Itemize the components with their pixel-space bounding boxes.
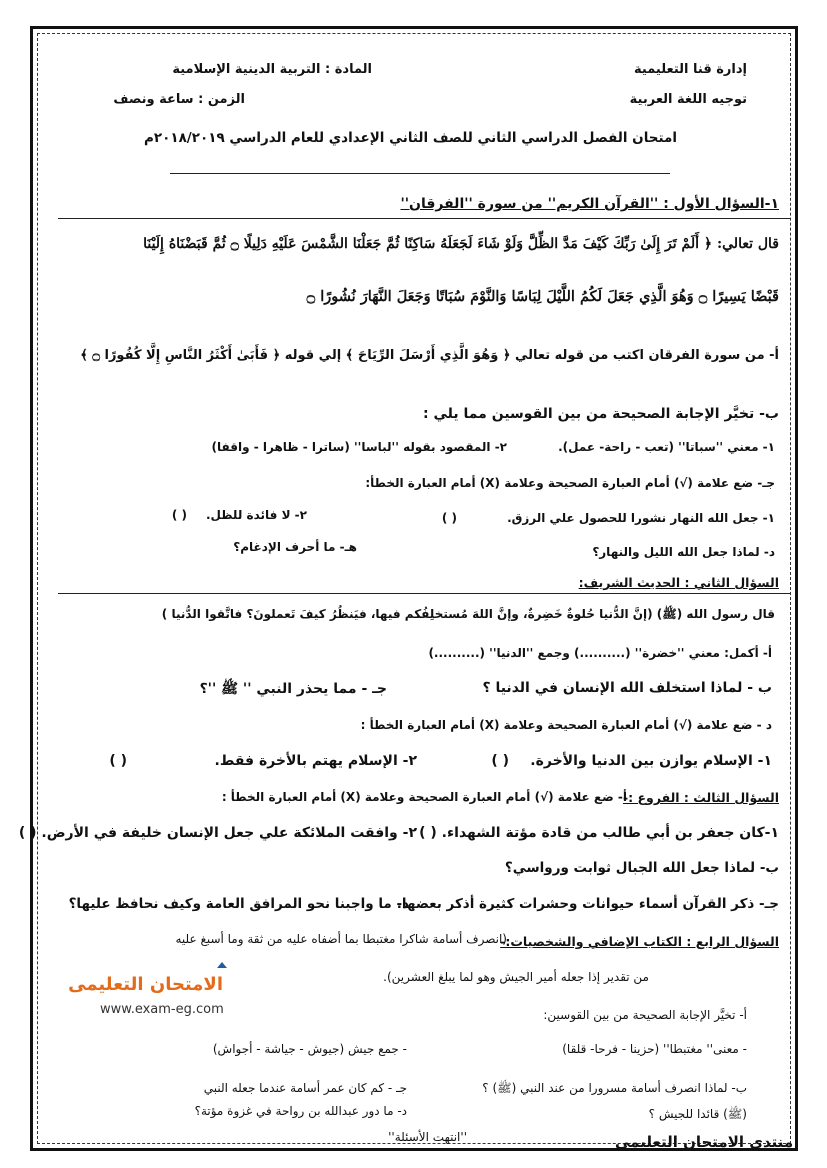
q1-b2: ٢- المقصود بقوله ''لباسا'' (ساترا - ظاهرا - واقفا) [211, 440, 507, 454]
header-subject: المادة : التربية الدينية الإسلامية [172, 62, 372, 77]
q1-c2: ٢- لا فائدة للظل. [205, 508, 307, 522]
q2-d: د - ضع علامة (√) أمام العبارة الصحيحة وعلامة (X) أمام العبارة الخطأ : [360, 718, 772, 732]
q1-ayah-line1: قال تعالي: ﴿ أَلَمْ تَرَ إِلَىٰ رَبِّكَ كَيْفَ مَدَّ الظِّلَّ وَلَوْ شَاءَ لَجَعَلَهُ سَاكِنًا ثُمَّ جَعَلْنَا الشَّمْسَ عَلَيْهِ دَلِيلًا ۝ ثُمَّ قَبَضْنَاهُ إِلَيْنَا [143, 236, 779, 252]
q1-c1: ١- جعل الله النهار نشورا للحصول علي الرزق. [507, 511, 775, 525]
q1-title: ١-السؤال الأول : ''القرآن الكريم'' من سورة ''الفرقان'' [400, 196, 779, 212]
q4-b: ب- لماذا انصرف أسامة مسرورا من عند النبي (ﷺ) ؟ [482, 1081, 747, 1095]
q4-a2: - جمع جيش (جيوش - جياشة - أجواش) [212, 1042, 407, 1056]
q1-b1: ١- معني ''سباتا'' (تعب - راحة- عمل). [558, 440, 775, 454]
header-dept: توجيه اللغة العربية [629, 92, 747, 107]
q4-end: ''انتهت الأسئلة'' [388, 1130, 467, 1144]
q3-title: السؤال الثالث : الفروع :- [622, 790, 779, 805]
logo-text: الامتحان التعليمى [68, 974, 223, 995]
logo-mark-icon [217, 962, 227, 968]
q4-a: أ- تخيَّر الإجابة الصحيحة من بين القوسين: [543, 1008, 747, 1022]
q1-c1-paren: ( ) [441, 511, 457, 525]
q3-a: أ- ضع علامة (√) أمام العبارة الصحيحة وعلامة (X) أمام العبارة الخطأ : [221, 790, 627, 804]
watermark-url[interactable]: www.exam-eg.com [100, 1002, 224, 1017]
header-admin: إدارة قنا التعليمية [634, 62, 747, 77]
q2-d2-paren: ( ) [109, 753, 127, 769]
q2-d1-paren: ( ) [491, 753, 509, 769]
q3-c: جـ- ذكر القرآن أسماء حيوانات وحشرات كثيرة أذكر بعضها. [396, 896, 779, 912]
q2-d2: ٢- الإسلام يهتم بالأخرة فقط. [214, 753, 417, 769]
q1-c: جـ- ضع علامة (√) أمام العبارة الصحيحة وعلامة (X) أمام العبارة الخطأ: [365, 476, 775, 490]
exam-title: امتحان الفصل الدراسي الثاني للصف الثاني الإعدادي للعام الدراسي ٢٠١٨/٢٠١٩م [143, 130, 677, 146]
q2-a: أ- أكمل: معني ''خضرة'' (..........) وجمع ''الدنيا'' (..........) [428, 646, 772, 660]
q4-a1: - معنى'' مغتبطا'' (حزينا - فرحا- قلقا) [562, 1042, 747, 1056]
q1-a: أ- من سورة الفرقان اكتب من قوله تعالي ﴿ وَهُوَ الَّذِي أَرْسَلَ الرِّيَاحَ ﴾ إلي قوله ﴿ فَأَبَىٰ أَكْثَرُ النَّاسِ إِلَّا كُفُورًا ۝ ﴾ [80, 348, 779, 363]
q1-ayah-line2: قَبْضًا يَسِيرًا ۝ وَهُوَ الَّذِي جَعَلَ لَكُمُ اللَّيْلَ لِبَاسًا وَالنَّوْمَ سُبَاتًا وَجَعَلَ النَّهَارَ نُشُورًا ۝ [306, 288, 779, 305]
forum-label: منتدى الامتحان التعليمى [615, 1133, 794, 1151]
q3-a2: ٢- وافقت الملائكة علي جعل الإنسان خليفة في الأرض. ( ) [18, 825, 417, 841]
q1-rule [58, 218, 790, 219]
q2-b: ب - لماذا استخلف الله الإنسان في الدنيا ؟ [482, 680, 772, 696]
q4-passage-line1: (انصرف أسامة شاكرا مغتبطا بما أضفاه عليه من ثقة وما أسبغ عليه [175, 932, 507, 946]
q2-title: السؤال الثاني : الحديث الشريف: [578, 575, 779, 590]
q3-b: ب- لماذا جعل الله الجبال ثوابت ورواسي؟ [504, 860, 779, 876]
q1-d: د- لماذا جعل الله الليل والنهار؟ [592, 545, 775, 559]
q4-d: د- ما دور عبدالله بن رواحة في غزوة مؤتة؟ [194, 1104, 407, 1118]
q3-a1: ١-كان جعفر بن أبي طالب من قادة مؤتة الشهداء. ( ) [419, 825, 779, 841]
q2-hadith: قال رسول الله (ﷺ) (إنَّ الدُّنيا حُلوةٌ خَضِرةٌ، وإنَّ اللهَ مُستخلِفُكم فيها، فيَنظُرُ كيفَ تَعملونَ؟ فاتَّقوا الدُّنيا ) [161, 607, 775, 621]
q4-c-cont: (ﷺ) قائدا للجيش ؟ [648, 1107, 747, 1121]
q3-d: د- ما واجبنا نحو المرافق العامة وكيف نحافظ عليها؟ [68, 896, 409, 912]
q2-d1: ١- الإسلام يوازن بين الدنيا والأخرة. [530, 753, 772, 769]
q4-passage-line2: من تقدير إذا جعله أمير الجيش وهو لما يبلغ العشرين). [383, 970, 649, 984]
q4-title: السؤال الرابع : الكتاب الإضافي والشخصيات:- [500, 934, 779, 949]
title-rule [170, 173, 670, 174]
q2-rule [58, 593, 790, 594]
q2-c: جـ - مما يحذر النبي '' ﷺ ''؟ [199, 681, 387, 697]
q1-c2-paren: ( ) [171, 508, 187, 522]
q1-b: ب- تخيَّر الإجابة الصحيحة من بين القوسين مما يلي : [423, 406, 779, 422]
q1-e: هـ- ما أحرف الإدغام؟ [233, 540, 357, 554]
header-time: الزمن : ساعة ونصف [113, 92, 245, 107]
q4-c: جـ - كم كان عمر أسامة عندما جعله النبي [203, 1081, 407, 1095]
